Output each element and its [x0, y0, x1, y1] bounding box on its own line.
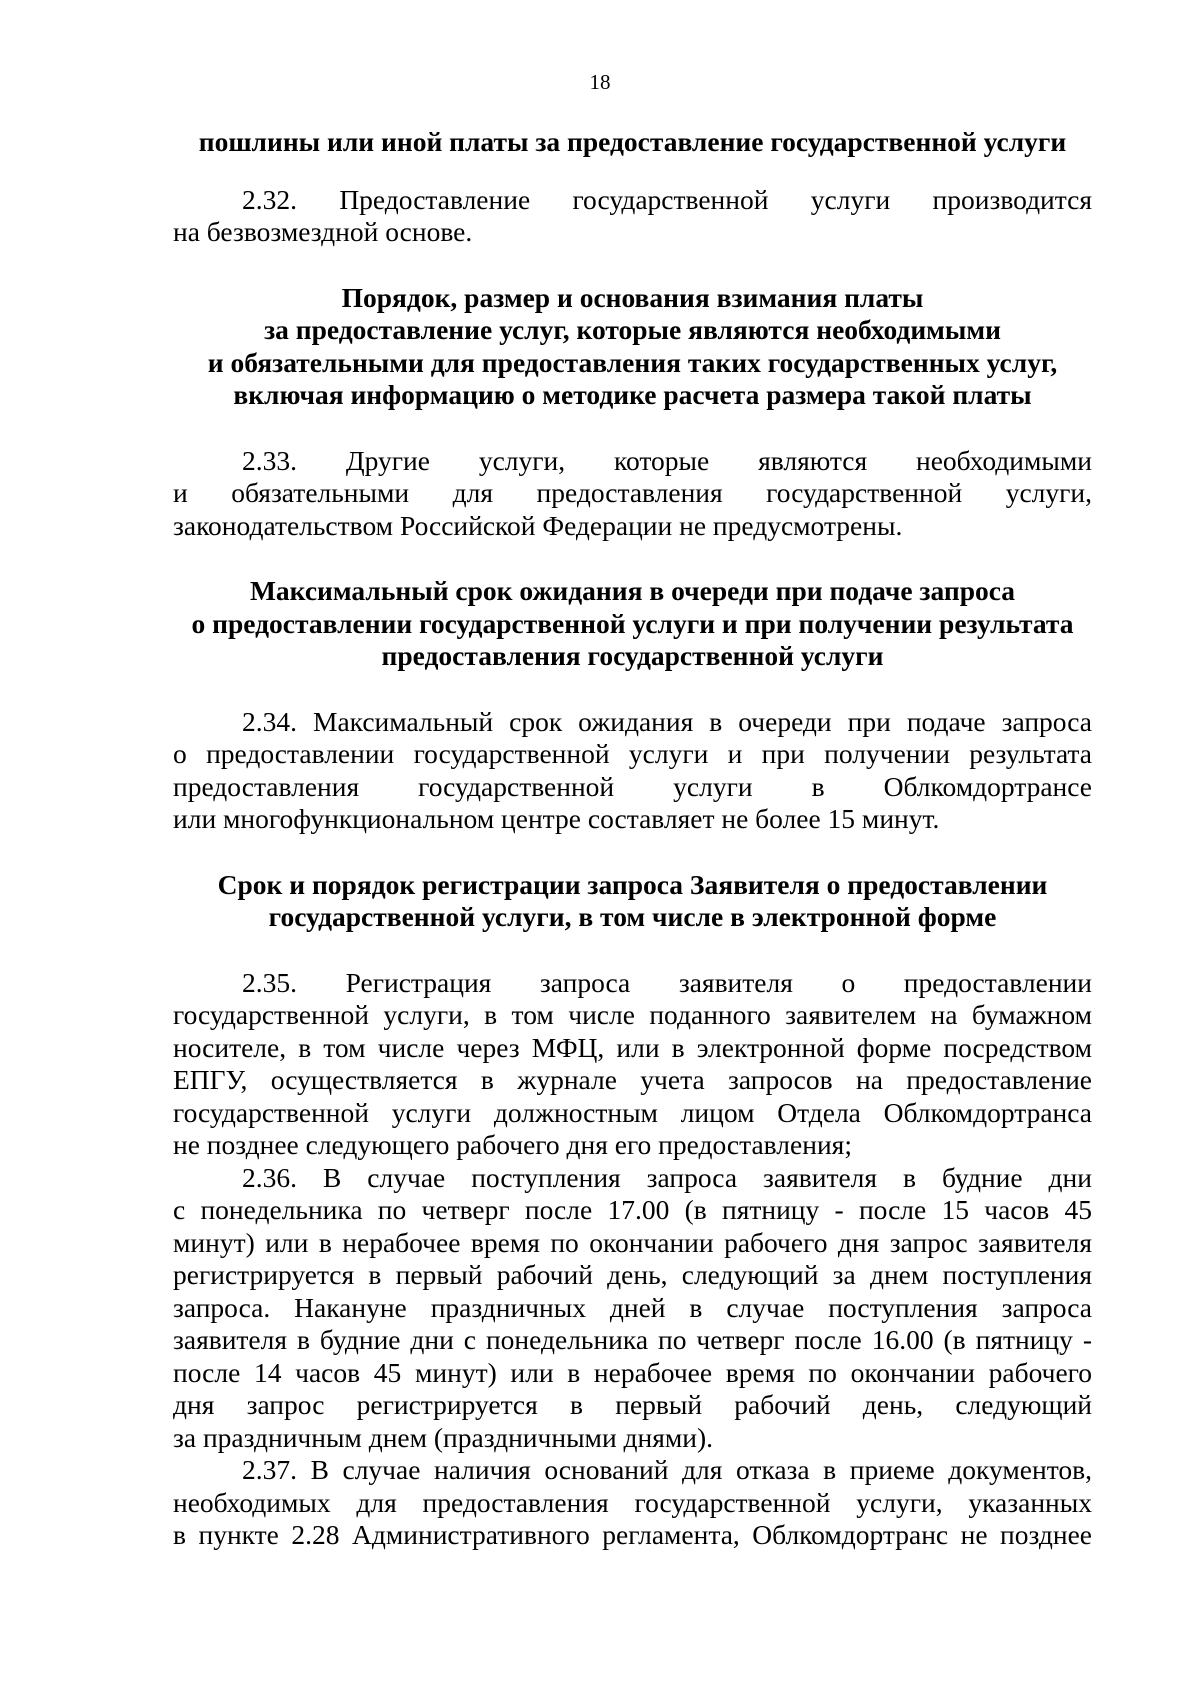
paragraph-line: 2.37. В случае наличия оснований для отказа в приеме документов, — [242, 1454, 1092, 1485]
paragraph-line: носителе, в том числе через МФЦ, или в электронной форме посредством — [173, 1031, 1092, 1063]
paragraph-line: необходимых для предоставления государственной услуги, указанных — [173, 1486, 1092, 1518]
paragraph-line: 2.32. Предоставление государственной услуги производится — [242, 183, 1092, 215]
heading-line: Порядок, размер и основания взимания платы — [341, 281, 924, 313]
heading-line: Срок и порядок регистрации запроса Заявителя о предоставлении — [217, 868, 1048, 900]
paragraph-line: 2.33. Другие услуги, которые являются необходимыми — [242, 444, 1092, 476]
paragraph-line: на безвозмездной основе. — [173, 216, 473, 247]
paragraph-line: с понедельника по четверг после 17.00 (в пятницу - после 15 часов 45 — [173, 1194, 1092, 1225]
page-number: 18 — [589, 70, 611, 94]
heading-line: государственной услуги, в том числе в электронной форме — [268, 901, 997, 932]
paragraph-line: не позднее следующего рабочего дня его предоставления; — [173, 1129, 852, 1160]
paragraph-line: 2.34. Максимальный срок ожидания в очереди при подаче запроса — [242, 705, 1092, 737]
paragraph-2-37 — [173, 1454, 1092, 1552]
paragraph-line: ЕПГУ, осуществляется в журнале учета запросов на предоставление — [173, 1064, 1092, 1095]
section-heading-payment-procedure — [173, 282, 1092, 412]
paragraph-line: регистрируется в первый рабочий день, следующий за днем поступления — [173, 1259, 1092, 1290]
paragraph-line: 2.35. Регистрация запроса заявителя о предоставлении — [242, 966, 1092, 998]
paragraph-line: государственной услуги должностным лицом Отдела Облкомдортранса — [173, 1096, 1092, 1128]
section-heading-registration — [173, 869, 1092, 934]
paragraph-line: о предоставлении государственной услуги и при получении результата — [173, 738, 1092, 769]
document-body — [173, 126, 1092, 1552]
paragraph-2-32 — [173, 184, 1092, 249]
paragraph-line: законодательством Российской Федерации не предусмотрены. — [173, 509, 903, 541]
paragraph-line: или многофункциональном центре составляет не более 15 минут. — [173, 803, 940, 834]
paragraph-line: в пункте 2.28 Административного регламента, Облкомдортранс не позднее — [173, 1519, 1092, 1550]
paragraph-line: и обязательными для предоставления государственной услуги, — [173, 477, 1092, 508]
heading-line: включая информацию о методике расчета размера такой платы — [233, 379, 1032, 410]
paragraph-line: заявителя в будние дни с понедельника по четверг после 16.00 (в пятницу - — [173, 1324, 1092, 1355]
paragraph-2-35 — [173, 967, 1092, 1162]
paragraph-2-36 — [173, 1162, 1092, 1455]
paragraph-line: за праздничным днем (праздничными днями). — [173, 1421, 714, 1453]
paragraph-line: дня запрос регистрируется в первый рабочий день, следующий — [173, 1389, 1092, 1420]
paragraph-line: минут) или в нерабочее время по окончании рабочего дня запрос заявителя — [173, 1226, 1092, 1258]
paragraph-line: государственной услуги, в том числе поданного заявителем на бумажном — [173, 999, 1092, 1030]
heading-line: и обязательными для предоставления таких государственных услуг, — [207, 346, 1058, 378]
paragraph-2-33 — [173, 445, 1092, 543]
section-heading-waiting-time — [173, 575, 1092, 673]
heading-line: Максимальный срок ожидания в очереди при подаче запроса — [249, 575, 1016, 606]
section-heading-fee — [173, 126, 1092, 159]
heading-line: предоставления государственной услуги — [381, 640, 884, 671]
paragraph-2-34 — [173, 706, 1092, 836]
heading-line: за предоставление услуг, которые являются необходимыми — [264, 314, 1001, 345]
heading-line: о предоставлении государственной услуги и при получении результата — [191, 607, 1074, 639]
paragraph-line: предоставления государственной услуги в Облкомдортрансе — [173, 770, 1092, 802]
paragraph-line: 2.36. В случае поступления запроса заявителя в будние дни — [242, 1161, 1092, 1193]
heading-line: пошлины или иной платы за предоставление государственной услуги — [198, 126, 1067, 157]
paragraph-line: запроса. Накануне праздничных дней в случае поступления запроса — [173, 1291, 1092, 1323]
paragraph-line: после 14 часов 45 минут) или в нерабочее время по окончании рабочего — [173, 1356, 1092, 1388]
